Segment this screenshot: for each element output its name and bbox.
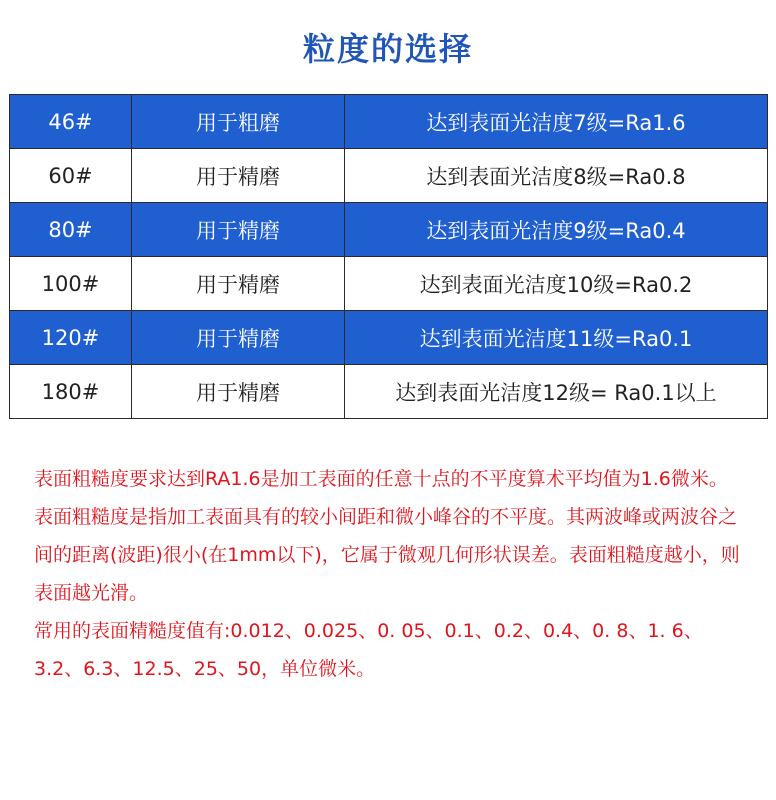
- grit-cell: 180#: [10, 365, 132, 419]
- table-row: [10, 311, 768, 365]
- table-row: [10, 149, 768, 203]
- use-cell: 用于精磨: [132, 203, 345, 257]
- use-cell: 用于精磨: [132, 365, 345, 419]
- table-row: [10, 203, 768, 257]
- result-cell: 达到表面光洁度8级=Ra0.8: [345, 149, 768, 203]
- result-cell: 达到表面光洁度7级=Ra1.6: [345, 95, 768, 149]
- use-cell: 用于精磨: [132, 257, 345, 311]
- grit-cell: 80#: [10, 203, 132, 257]
- use-cell: 用于粗磨: [132, 95, 345, 149]
- result-cell: 达到表面光洁度9级=Ra0.4: [345, 203, 768, 257]
- note-roughness-explanation: 表面粗糙度是指加工表面具有的较小间距和微小峰谷的不平度。其两波峰或两波谷之间的距离(波距)很小(在1mm以下)，它属于微观几何形状误差。表面粗糙度越小，则表面越光滑。: [34, 506, 740, 604]
- grit-table: [9, 94, 768, 419]
- result-cell: 达到表面光洁度11级=Ra0.1: [345, 311, 768, 365]
- result-cell: 达到表面光洁度10级=Ra0.2: [345, 257, 768, 311]
- use-cell: 用于精磨: [132, 311, 345, 365]
- grit-cell: 46#: [10, 95, 132, 149]
- note-common-values: 常用的表面精糙度值有:0.012、0.025、0. 05、0.1、0.2、0.4、0. 8、1. 6、3.2、6.3、12.5、25、50，单位微米。: [34, 620, 703, 680]
- note-ra-definition: 表面粗糙度要求达到RA1.6是加工表面的任意十点的不平度算术平均值为1.6微米。: [34, 468, 728, 490]
- grit-cell: 120#: [10, 311, 132, 365]
- table-row: [10, 95, 768, 149]
- page-title: 粒度的选择: [302, 30, 473, 68]
- table-row: [10, 365, 768, 419]
- result-cell: 达到表面光洁度12级= Ra0.1以上: [345, 365, 768, 419]
- table-row: [10, 257, 768, 311]
- use-cell: 用于精磨: [132, 149, 345, 203]
- grit-cell: 60#: [10, 149, 132, 203]
- notes-section: [34, 460, 746, 688]
- grit-cell: 100#: [10, 257, 132, 311]
